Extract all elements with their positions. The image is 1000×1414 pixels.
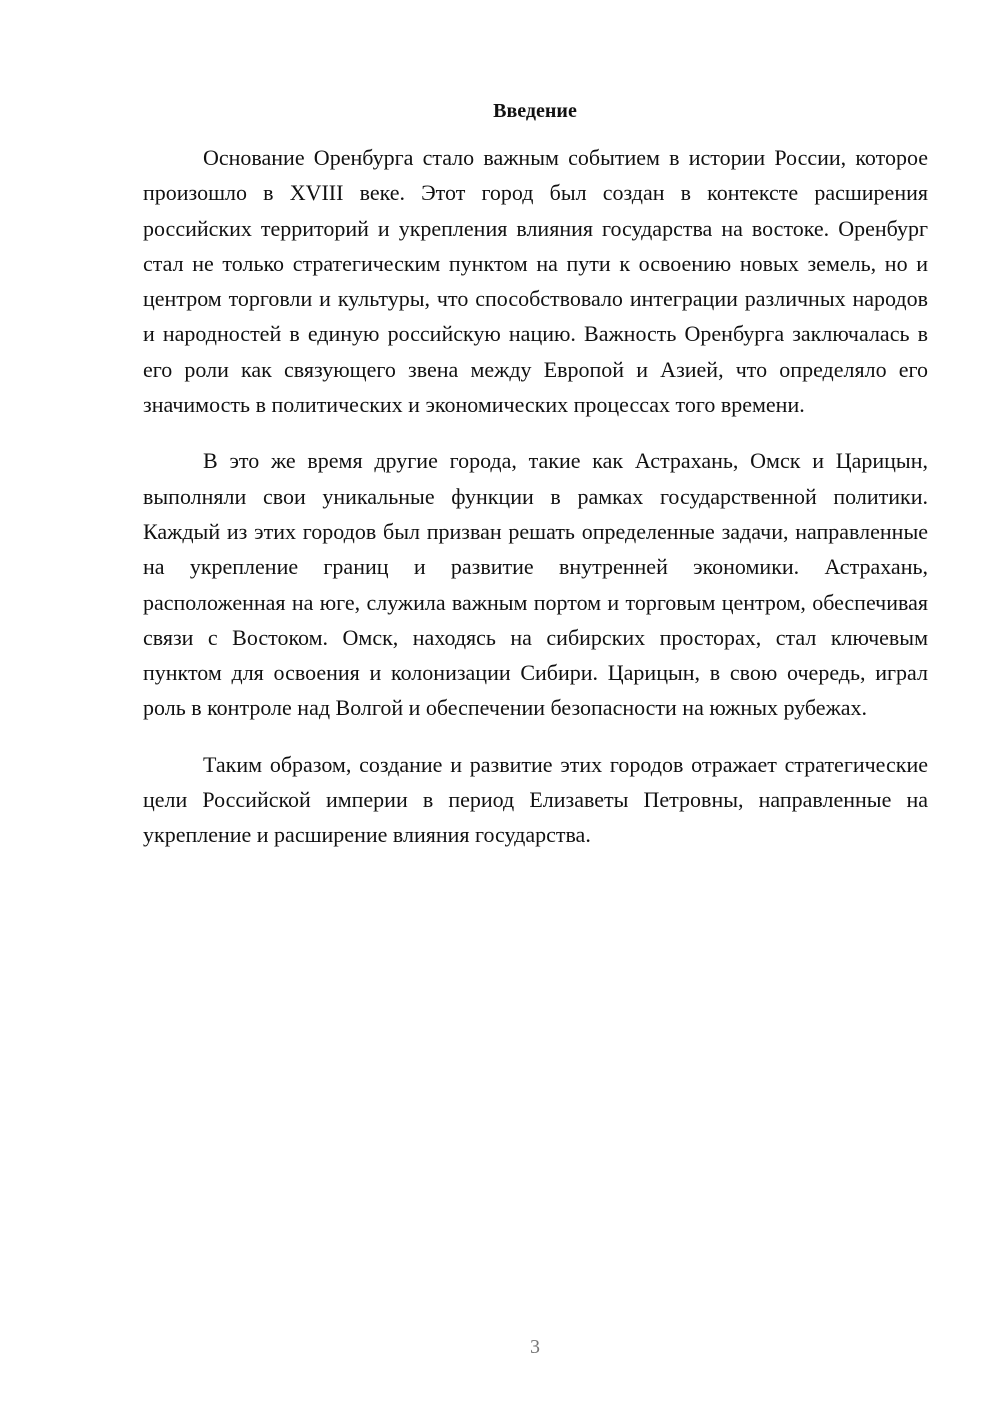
body-text xyxy=(143,140,928,874)
paragraph-1: Основание Оренбурга стало важным событием в истории России, которое произошло в XVIII веке. Этот город был создан в контексте расширения российских территорий и укрепления влияния государства на востоке. Оренбург стал не только стратегическим пунктом на пути к освоению новых земель, но и центром торговли и культуры, что способствовало интеграции различных народов и народностей в единую российскую нацию. Важность Оренбурга заключалась в его роли как связующего звена между Европой и Азией, что определяло его значимость в политических и экономических процессах того времени. xyxy=(143,145,928,418)
section-heading: Введение xyxy=(493,100,577,122)
paragraph-3: Таким образом, создание и развитие этих городов отражает стратегические цели Российской империи в период Елизаветы Петровны, направленные на укрепление и расширение влияния государства. xyxy=(143,751,928,848)
page-number: 3 xyxy=(530,1336,540,1358)
paragraph-2: В это же время другие города, такие как Астрахань, Омск и Царицын, выполняли свои уникальные функции в рамках государственной политики. Каждый из этих городов был призван решать определенные задачи, направленные на укрепление границ и развитие внутренней экономики. Астрахань, расположенная на юге, служила важным портом и торговым центром, обеспечивая связи с Востоком. Омск, находясь на сибирских просторах, стал ключевым пунктом для освоения и колонизации Сибири. Царицын, в свою очередь, играл роль в контроле над Волгой и обеспечении безопасности на южных рубежах. xyxy=(143,448,928,721)
